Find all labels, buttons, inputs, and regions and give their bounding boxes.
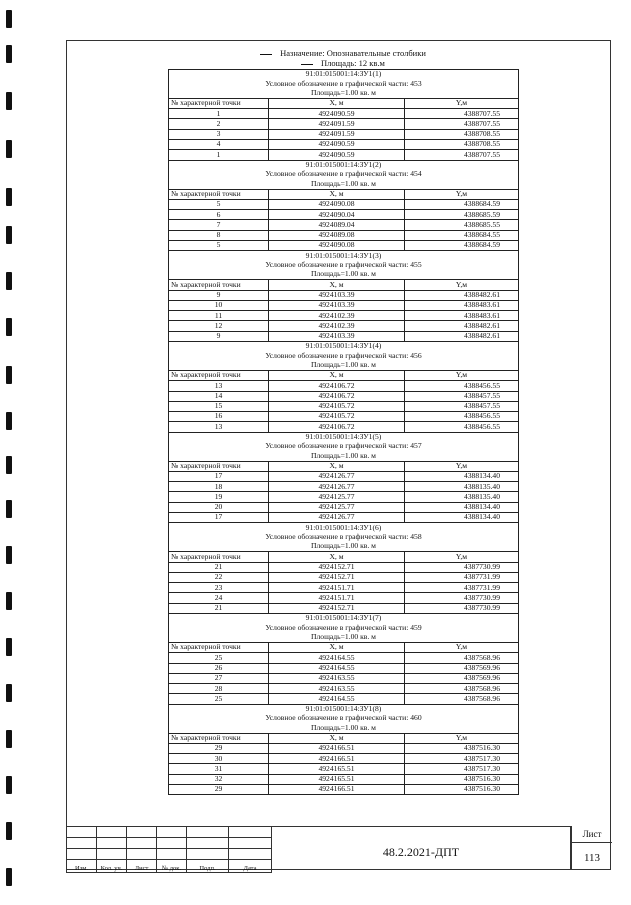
table-row — [169, 210, 519, 220]
y-coordinate-cell: 4388483.61 — [405, 311, 519, 321]
area-text: Площадь: 12 кв.м — [321, 58, 385, 68]
table-row — [169, 694, 519, 704]
plot-designation: Условное обозначение в графической части: 453 — [169, 79, 519, 88]
plot-info-row — [169, 70, 519, 80]
point-number-cell: 13 — [169, 381, 269, 391]
table-row — [169, 109, 519, 119]
plot-info-row — [169, 342, 519, 352]
plot-area: Площадь=1.00 кв. м — [169, 542, 519, 552]
y-coordinate-cell: 4387730.99 — [405, 562, 519, 572]
point-number-cell: 1 — [169, 150, 269, 160]
column-header-y: Y,м — [405, 98, 519, 108]
x-coordinate-cell: 4924126.77 — [269, 482, 405, 492]
x-coordinate-cell: 4924126.77 — [269, 471, 405, 481]
revision-row — [67, 827, 272, 838]
plot-area: Площадь=1.00 кв. м — [169, 361, 519, 371]
x-coordinate-cell: 4924164.55 — [269, 694, 405, 704]
binding-mark — [6, 272, 12, 290]
column-header-point: № характерной точки — [169, 189, 269, 199]
point-number-cell: 1 — [169, 109, 269, 119]
y-coordinate-cell: 4387730.99 — [405, 593, 519, 603]
column-header-y: Y,м — [405, 370, 519, 380]
y-coordinate-cell: 4387516.30 — [405, 785, 519, 795]
y-coordinate-cell: 4388685.55 — [405, 220, 519, 230]
table-row — [169, 603, 519, 613]
binding-mark — [6, 45, 12, 63]
plot-designation: Условное обозначение в графической части: 460 — [169, 714, 519, 723]
table-row — [169, 290, 519, 300]
point-number-cell: 28 — [169, 684, 269, 694]
table-row — [169, 754, 519, 764]
binding-mark — [6, 546, 12, 564]
point-number-cell: 25 — [169, 694, 269, 704]
plot-info-row — [169, 351, 519, 360]
binding-hole-marks — [6, 0, 18, 905]
sheet-number: 113 — [583, 852, 601, 864]
y-coordinate-cell: 4387731.99 — [405, 572, 519, 582]
y-coordinate-cell: 4388482.61 — [405, 331, 519, 341]
label-list: Лист — [127, 860, 157, 873]
table-row — [169, 653, 519, 663]
title-block — [66, 826, 611, 870]
table-row — [169, 321, 519, 331]
table-row — [169, 199, 519, 209]
point-number-cell: 24 — [169, 593, 269, 603]
y-coordinate-cell: 4387568.96 — [405, 694, 519, 704]
binding-mark — [6, 92, 12, 110]
x-coordinate-cell: 4924091.59 — [269, 119, 405, 129]
label-signature: Подп. — [187, 860, 229, 873]
point-number-cell: 7 — [169, 220, 269, 230]
dash-icon — [260, 54, 272, 55]
y-coordinate-cell: 4388708.55 — [405, 140, 519, 150]
x-coordinate-cell: 4924103.39 — [269, 290, 405, 300]
plot-area: Площадь=1.00 кв. м — [169, 451, 519, 461]
plot-info-row — [169, 623, 519, 632]
sheet-label: Лист — [582, 829, 602, 839]
column-header-x: X, м — [269, 280, 405, 290]
plot-cadastral-id: 91:01:015001:14:ЗУ1(2) — [169, 160, 519, 170]
column-header-row — [169, 189, 519, 199]
table-row — [169, 331, 519, 341]
y-coordinate-cell: 4387517.30 — [405, 754, 519, 764]
point-number-cell: 17 — [169, 471, 269, 481]
point-number-cell: 8 — [169, 230, 269, 240]
table-row — [169, 502, 519, 512]
point-number-cell: 18 — [169, 482, 269, 492]
x-coordinate-cell: 4924152.71 — [269, 572, 405, 582]
x-coordinate-cell: 4924090.04 — [269, 210, 405, 220]
plot-cadastral-id: 91:01:015001:14:ЗУ1(6) — [169, 523, 519, 533]
binding-mark — [6, 140, 12, 158]
x-coordinate-cell: 4924091.59 — [269, 129, 405, 139]
column-header-row — [169, 461, 519, 471]
x-coordinate-cell: 4924164.55 — [269, 653, 405, 663]
x-coordinate-cell: 4924103.39 — [269, 300, 405, 310]
table-row — [169, 673, 519, 683]
plot-designation: Условное обозначение в графической части: 459 — [169, 623, 519, 632]
document-header — [168, 48, 518, 68]
column-header-point: № характерной точки — [169, 370, 269, 380]
y-coordinate-cell: 4387516.30 — [405, 774, 519, 784]
plot-info-row — [169, 523, 519, 533]
plot-info-row — [169, 714, 519, 723]
table-row — [169, 492, 519, 502]
y-coordinate-cell: 4388684.55 — [405, 230, 519, 240]
column-header-row — [169, 642, 519, 652]
column-header-y: Y,м — [405, 461, 519, 471]
x-coordinate-cell: 4924165.51 — [269, 764, 405, 774]
x-coordinate-cell: 4924152.71 — [269, 603, 405, 613]
y-coordinate-cell: 4388684.59 — [405, 241, 519, 251]
y-coordinate-cell: 4387569.96 — [405, 663, 519, 673]
point-number-cell: 22 — [169, 572, 269, 582]
plot-info-row — [169, 633, 519, 643]
plot-cadastral-id: 91:01:015001:14:ЗУ1(4) — [169, 342, 519, 352]
plot-info-row — [169, 704, 519, 714]
plot-info-row — [169, 179, 519, 189]
point-number-cell: 31 — [169, 764, 269, 774]
point-number-cell: 20 — [169, 502, 269, 512]
label-doc-number: № док. — [157, 860, 187, 873]
binding-mark — [6, 456, 12, 474]
table-row — [169, 684, 519, 694]
point-number-cell: 4 — [169, 140, 269, 150]
x-coordinate-cell: 4924163.55 — [269, 673, 405, 683]
x-coordinate-cell: 4924106.72 — [269, 422, 405, 432]
x-coordinate-cell: 4924164.55 — [269, 663, 405, 673]
doc-code-cell — [271, 826, 571, 870]
column-header-x: X, м — [269, 98, 405, 108]
binding-mark — [6, 868, 12, 886]
plot-info-row — [169, 533, 519, 542]
y-coordinate-cell: 4388482.61 — [405, 290, 519, 300]
document-code: 48.2.2021-ДПТ — [382, 845, 460, 859]
column-header-y: Y,м — [405, 189, 519, 199]
point-number-cell: 29 — [169, 785, 269, 795]
table-row — [169, 140, 519, 150]
x-coordinate-cell: 4924090.59 — [269, 150, 405, 160]
point-number-cell: 5 — [169, 199, 269, 209]
table-row — [169, 743, 519, 753]
column-header-x: X, м — [269, 733, 405, 743]
binding-mark — [6, 822, 12, 840]
label-kol-uch: Кол. уч. — [97, 860, 127, 873]
x-coordinate-cell: 4924151.71 — [269, 583, 405, 593]
y-coordinate-cell: 4387568.96 — [405, 653, 519, 663]
table-row — [169, 422, 519, 432]
table-row — [169, 230, 519, 240]
point-number-cell: 15 — [169, 401, 269, 411]
table-row — [169, 482, 519, 492]
x-coordinate-cell: 4924105.72 — [269, 401, 405, 411]
y-coordinate-cell: 4387730.99 — [405, 603, 519, 613]
table-row — [169, 381, 519, 391]
plot-designation: Условное обозначение в графической части: 455 — [169, 261, 519, 270]
plot-designation: Условное обозначение в графической части: 456 — [169, 351, 519, 360]
plot-cadastral-id: 91:01:015001:14:ЗУ1(3) — [169, 251, 519, 261]
x-coordinate-cell: 4924125.77 — [269, 492, 405, 502]
binding-mark — [6, 684, 12, 702]
y-coordinate-cell: 4388135.40 — [405, 492, 519, 502]
point-number-cell: 17 — [169, 513, 269, 523]
table-row — [169, 774, 519, 784]
y-coordinate-cell: 4388456.55 — [405, 422, 519, 432]
x-coordinate-cell: 4924102.39 — [269, 311, 405, 321]
x-coordinate-cell: 4924151.71 — [269, 593, 405, 603]
y-coordinate-cell: 4387516.30 — [405, 743, 519, 753]
binding-mark — [6, 318, 12, 336]
binding-mark — [6, 730, 12, 748]
column-header-point: № характерной точки — [169, 642, 269, 652]
table-row — [169, 391, 519, 401]
binding-mark — [6, 226, 12, 244]
table-row — [169, 401, 519, 411]
revision-row — [67, 849, 272, 860]
table-row — [169, 663, 519, 673]
plot-info-row — [169, 160, 519, 170]
column-header-x: X, м — [269, 189, 405, 199]
plot-info-row — [169, 261, 519, 270]
y-coordinate-cell: 4388456.55 — [405, 412, 519, 422]
binding-mark — [6, 188, 12, 206]
table-row — [169, 562, 519, 572]
x-coordinate-cell: 4924106.72 — [269, 381, 405, 391]
binding-mark — [6, 366, 12, 384]
plot-area: Площадь=1.00 кв. м — [169, 633, 519, 643]
plot-info-row — [169, 723, 519, 733]
y-coordinate-cell: 4388134.40 — [405, 513, 519, 523]
point-number-cell: 30 — [169, 754, 269, 764]
point-number-cell: 19 — [169, 492, 269, 502]
plot-info-row — [169, 542, 519, 552]
plot-info-row — [169, 432, 519, 442]
coordinates-table — [168, 69, 519, 795]
table-row — [169, 119, 519, 129]
table-row — [169, 150, 519, 160]
y-coordinate-cell: 4388457.55 — [405, 391, 519, 401]
point-number-cell: 5 — [169, 241, 269, 251]
table-row — [169, 593, 519, 603]
column-header-point: № характерной точки — [169, 98, 269, 108]
point-number-cell: 16 — [169, 412, 269, 422]
x-coordinate-cell: 4924090.08 — [269, 199, 405, 209]
column-header-x: X, м — [269, 461, 405, 471]
column-header-row — [169, 370, 519, 380]
y-coordinate-cell: 4388135.40 — [405, 482, 519, 492]
y-coordinate-cell: 4388457.55 — [405, 401, 519, 411]
column-header-point: № характерной точки — [169, 280, 269, 290]
point-number-cell: 25 — [169, 653, 269, 663]
table-row — [169, 412, 519, 422]
x-coordinate-cell: 4924163.55 — [269, 684, 405, 694]
dash-icon — [301, 64, 313, 65]
column-header-point: № характерной точки — [169, 461, 269, 471]
x-coordinate-cell: 4924089.04 — [269, 220, 405, 230]
table-row — [169, 572, 519, 582]
column-header-y: Y,м — [405, 280, 519, 290]
binding-mark — [6, 10, 12, 28]
y-coordinate-cell: 4387517.30 — [405, 764, 519, 774]
plot-designation: Условное обозначение в графической части: 454 — [169, 170, 519, 179]
x-coordinate-cell: 4924166.51 — [269, 754, 405, 764]
binding-mark — [6, 412, 12, 430]
point-number-cell: 3 — [169, 129, 269, 139]
table-row — [169, 583, 519, 593]
x-coordinate-cell: 4924152.71 — [269, 562, 405, 572]
plot-info-row — [169, 270, 519, 280]
table-row — [169, 513, 519, 523]
binding-mark — [6, 500, 12, 518]
x-coordinate-cell: 4924090.08 — [269, 241, 405, 251]
purpose-line — [168, 48, 518, 58]
column-header-y: Y,м — [405, 552, 519, 562]
point-number-cell: 32 — [169, 774, 269, 784]
y-coordinate-cell: 4388685.59 — [405, 210, 519, 220]
plot-info-row — [169, 361, 519, 371]
binding-mark — [6, 776, 12, 794]
table-row — [169, 241, 519, 251]
plot-cadastral-id: 91:01:015001:14:ЗУ1(5) — [169, 432, 519, 442]
plot-cadastral-id: 91:01:015001:14:ЗУ1(1) — [169, 70, 519, 80]
y-coordinate-cell: 4388134.40 — [405, 471, 519, 481]
plot-area: Площадь=1.00 кв. м — [169, 723, 519, 733]
table-row — [169, 300, 519, 310]
point-number-cell: 29 — [169, 743, 269, 753]
sheet-cell — [571, 826, 611, 870]
column-header-x: X, м — [269, 552, 405, 562]
x-coordinate-cell: 4924166.51 — [269, 785, 405, 795]
plot-info-row — [169, 451, 519, 461]
y-coordinate-cell: 4387569.96 — [405, 673, 519, 683]
table-row — [169, 764, 519, 774]
column-header-row — [169, 733, 519, 743]
table-row — [169, 220, 519, 230]
plot-info-row — [169, 79, 519, 88]
x-coordinate-cell: 4924126.77 — [269, 513, 405, 523]
plot-area: Площадь=1.00 кв. м — [169, 179, 519, 189]
point-number-cell: 23 — [169, 583, 269, 593]
label-izm: Изм. — [67, 860, 97, 873]
table-row — [169, 785, 519, 795]
x-coordinate-cell: 4924106.72 — [269, 391, 405, 401]
y-coordinate-cell: 4388707.55 — [405, 109, 519, 119]
table-row — [169, 311, 519, 321]
purpose-text: Назначение: Опознавательные столбики — [280, 48, 426, 58]
point-number-cell: 9 — [169, 331, 269, 341]
binding-mark — [6, 638, 12, 656]
binding-mark — [6, 592, 12, 610]
plot-cadastral-id: 91:01:015001:14:ЗУ1(7) — [169, 614, 519, 624]
point-number-cell: 2 — [169, 119, 269, 129]
point-number-cell: 13 — [169, 422, 269, 432]
x-coordinate-cell: 4924102.39 — [269, 321, 405, 331]
point-number-cell: 11 — [169, 311, 269, 321]
column-header-x: X, м — [269, 642, 405, 652]
plot-designation: Условное обозначение в графической части: 457 — [169, 442, 519, 451]
plot-area: Площадь=1.00 кв. м — [169, 89, 519, 99]
column-header-row — [169, 280, 519, 290]
point-number-cell: 26 — [169, 663, 269, 673]
x-coordinate-cell: 4924089.08 — [269, 230, 405, 240]
x-coordinate-cell: 4924103.39 — [269, 331, 405, 341]
plot-info-row — [169, 614, 519, 624]
point-number-cell: 10 — [169, 300, 269, 310]
y-coordinate-cell: 4388707.55 — [405, 119, 519, 129]
point-number-cell: 27 — [169, 673, 269, 683]
point-number-cell: 6 — [169, 210, 269, 220]
x-coordinate-cell: 4924090.59 — [269, 109, 405, 119]
sheet-divider — [572, 842, 612, 843]
revision-row — [67, 838, 272, 849]
x-coordinate-cell: 4924105.72 — [269, 412, 405, 422]
column-header-x: X, м — [269, 370, 405, 380]
point-number-cell: 14 — [169, 391, 269, 401]
coordinate-tables — [168, 69, 518, 795]
column-header-y: Y,м — [405, 733, 519, 743]
plot-area: Площадь=1.00 кв. м — [169, 270, 519, 280]
plot-info-row — [169, 442, 519, 451]
y-coordinate-cell: 4388482.61 — [405, 321, 519, 331]
point-number-cell: 21 — [169, 603, 269, 613]
y-coordinate-cell: 4388483.61 — [405, 300, 519, 310]
y-coordinate-cell: 4388134.40 — [405, 502, 519, 512]
point-number-cell: 21 — [169, 562, 269, 572]
x-coordinate-cell: 4924165.51 — [269, 774, 405, 784]
y-coordinate-cell: 4387568.96 — [405, 684, 519, 694]
y-coordinate-cell: 4387731.99 — [405, 583, 519, 593]
plot-designation: Условное обозначение в графической части: 458 — [169, 533, 519, 542]
point-number-cell: 12 — [169, 321, 269, 331]
plot-info-row — [169, 251, 519, 261]
column-header-row — [169, 552, 519, 562]
y-coordinate-cell: 4388708.55 — [405, 129, 519, 139]
revision-grid — [66, 826, 272, 873]
plot-info-row — [169, 170, 519, 179]
x-coordinate-cell: 4924125.77 — [269, 502, 405, 512]
column-header-point: № характерной точки — [169, 552, 269, 562]
x-coordinate-cell: 4924090.59 — [269, 140, 405, 150]
label-date: Дата — [229, 860, 272, 873]
column-header-point: № характерной точки — [169, 733, 269, 743]
column-header-row — [169, 98, 519, 108]
plot-info-row — [169, 89, 519, 99]
revision-labels-row — [67, 860, 272, 873]
plot-cadastral-id: 91:01:015001:14:ЗУ1(8) — [169, 704, 519, 714]
x-coordinate-cell: 4924166.51 — [269, 743, 405, 753]
table-row — [169, 129, 519, 139]
y-coordinate-cell: 4388684.59 — [405, 199, 519, 209]
y-coordinate-cell: 4388456.55 — [405, 381, 519, 391]
column-header-y: Y,м — [405, 642, 519, 652]
y-coordinate-cell: 4388707.55 — [405, 150, 519, 160]
area-line — [168, 58, 518, 68]
point-number-cell: 9 — [169, 290, 269, 300]
table-row — [169, 471, 519, 481]
